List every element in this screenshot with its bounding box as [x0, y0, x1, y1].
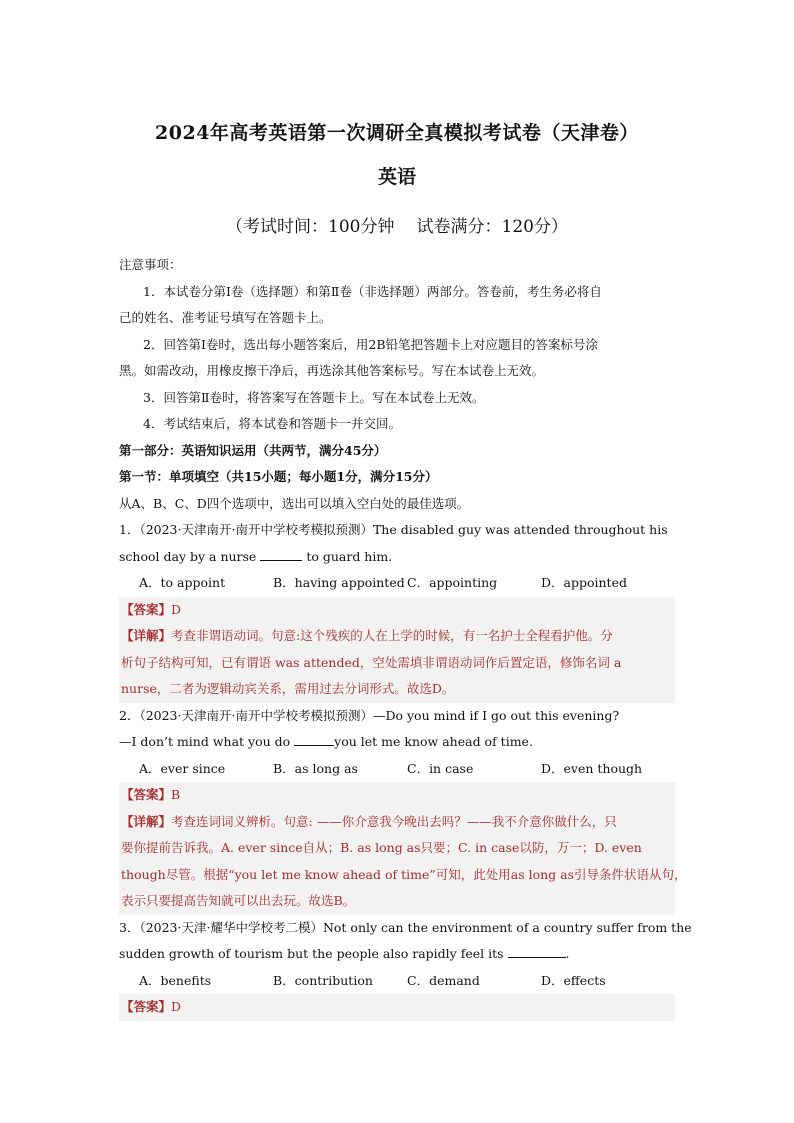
question-1-answer	[121, 597, 673, 624]
option-d: D．even though	[541, 760, 643, 776]
option-b: B．contribution	[273, 972, 373, 988]
note-item-2-cont: 黑。如需改动，用橡皮擦干净后，再选涂其他答案标号。写在本试卷上无效。	[119, 363, 545, 378]
option-a: A．benefits	[139, 972, 212, 988]
note-item-3: 3．回答第Ⅱ卷时，将答案写在答题卡上。写在本试卷上无效。	[143, 389, 485, 405]
option-a: A．ever since	[139, 760, 226, 776]
part1-heading: 第一部分：英语知识运用（共两节，满分45分）	[119, 442, 387, 458]
question-2-stem-pre: —I don’t mind what you do	[119, 734, 291, 749]
answer-tag: 【答案】	[121, 787, 172, 802]
detail-tag: 【详解】	[121, 628, 172, 643]
answer-value: D	[171, 999, 182, 1014]
question-3-answer	[121, 994, 673, 1021]
question-2-stem-cont	[119, 729, 675, 756]
exam-content	[119, 252, 692, 1021]
question-1-blank	[260, 546, 302, 561]
subject-title: 英语	[377, 166, 416, 188]
section1-instruction: 从A、B、C、D四个选项中，选出可以填入空白处的最佳选项。	[119, 495, 470, 511]
question-3-answer-box	[119, 994, 675, 1021]
question-1-stem: 1．（2023·天津南开·南开中学校考模拟预测）The disabled guy was attended throughout his	[119, 522, 668, 537]
option-b: B．having appointed	[273, 575, 405, 590]
question-3-stem: 3．（2023·天津·耀华中学校考二模）Not only can the environment of a country suffer from the	[119, 919, 692, 935]
question-1-answer-box	[119, 597, 675, 703]
answer-tag: 【答案】	[121, 601, 172, 617]
detail-text: 考查连词词义辨析。句意: ——你介意我今晚出去吗？——我不介意你做什么，只	[171, 813, 617, 829]
question-2-detail-line-1	[121, 809, 673, 836]
question-2-options	[119, 756, 675, 783]
detail-text: 考查非谓语动词。句意:这个残疾的人在上学的时候，有一名护士全程看护他。分	[171, 628, 613, 643]
exam-time: （考试时间：100分钟	[226, 217, 395, 237]
full-score: 试卷满分：120分）	[416, 217, 568, 237]
question-1-detail-line-3: nurse，二者为逻辑动宾关系，需用过去分词形式。故选D。	[121, 681, 455, 696]
note-item-2: 2．回答第Ⅰ卷时，选出每小题答案后，用2B铅笔把答题卡上对应题目的答案标号涂	[143, 336, 599, 352]
option-d: D．effects	[541, 972, 606, 988]
notes-heading: 注意事项：	[119, 257, 182, 272]
detail-tag: 【详解】	[121, 813, 172, 829]
question-3-stem-post: .	[565, 946, 570, 961]
section1-heading: 第一节：单项填空（共15小题；每小题1分，满分15分）	[119, 469, 438, 484]
question-1-stem-pre: school day by a nurse	[119, 548, 257, 564]
answer-value: D	[171, 601, 182, 617]
question-2-detail-line-3: though尽管。根据“you let me know ahead of time”可知，此处用as long as引导条件状语从句，	[121, 866, 687, 882]
answer-value: B	[171, 787, 181, 802]
question-2-answer-box	[119, 782, 687, 915]
note-item-1-cont: 己的姓名、准考证号填写在答题卡上。	[119, 310, 332, 325]
note-item-4: 4．考试结束后，将本试卷和答题卡一并交回。	[143, 416, 401, 431]
question-3-options	[119, 968, 675, 995]
question-2-detail-line-2: 要你提前告诉我。A. ever since自从；B. as long as只要；C. in case以防，万一；D. even	[121, 840, 642, 855]
question-2-answer	[121, 782, 673, 809]
exam-title: 2024年高考英语第一次调研全真模拟考试卷（天津卷）	[155, 122, 639, 144]
question-1-detail-line-1	[121, 623, 673, 650]
question-3-blank	[508, 943, 566, 958]
question-2-detail-line-4: 表示只要提高告知就可以出去玩。故选B。	[121, 893, 356, 908]
question-2-stem-post: you let me know ahead of time.	[334, 734, 533, 749]
question-1-stem-post: to guard him.	[306, 548, 393, 564]
answer-tag: 【答案】	[121, 999, 172, 1014]
option-b: B．as long as	[273, 760, 358, 776]
option-a: A．to appoint	[139, 575, 226, 590]
question-2-stem: 2．（2023·天津南开·南开中学校考模拟预测）—Do you mind if I go out this evening?	[119, 707, 620, 723]
question-1-detail-line-2: 析句子结构可知，已有谓语 was attended，空处需填非谓语动词作后置定语，修饰名词 a	[121, 654, 622, 670]
question-3-stem-pre: sudden growth of tourism but the people also rapidly feel its	[119, 946, 504, 961]
exam-info	[0, 212, 794, 237]
question-1-stem-cont	[119, 544, 675, 571]
question-1-options	[119, 570, 675, 597]
question-2-blank	[294, 731, 334, 746]
note-item-1: 1．本试卷分第Ⅰ卷（选择题）和第Ⅱ卷（非选择题）两部分。答卷前，考生务必将自	[143, 283, 602, 299]
option-c: C．demand	[407, 972, 480, 988]
option-c: C．appointing	[407, 575, 498, 590]
option-d: D．appointed	[541, 575, 627, 590]
option-c: C．in case	[407, 760, 474, 776]
question-3-stem-cont	[119, 941, 675, 968]
